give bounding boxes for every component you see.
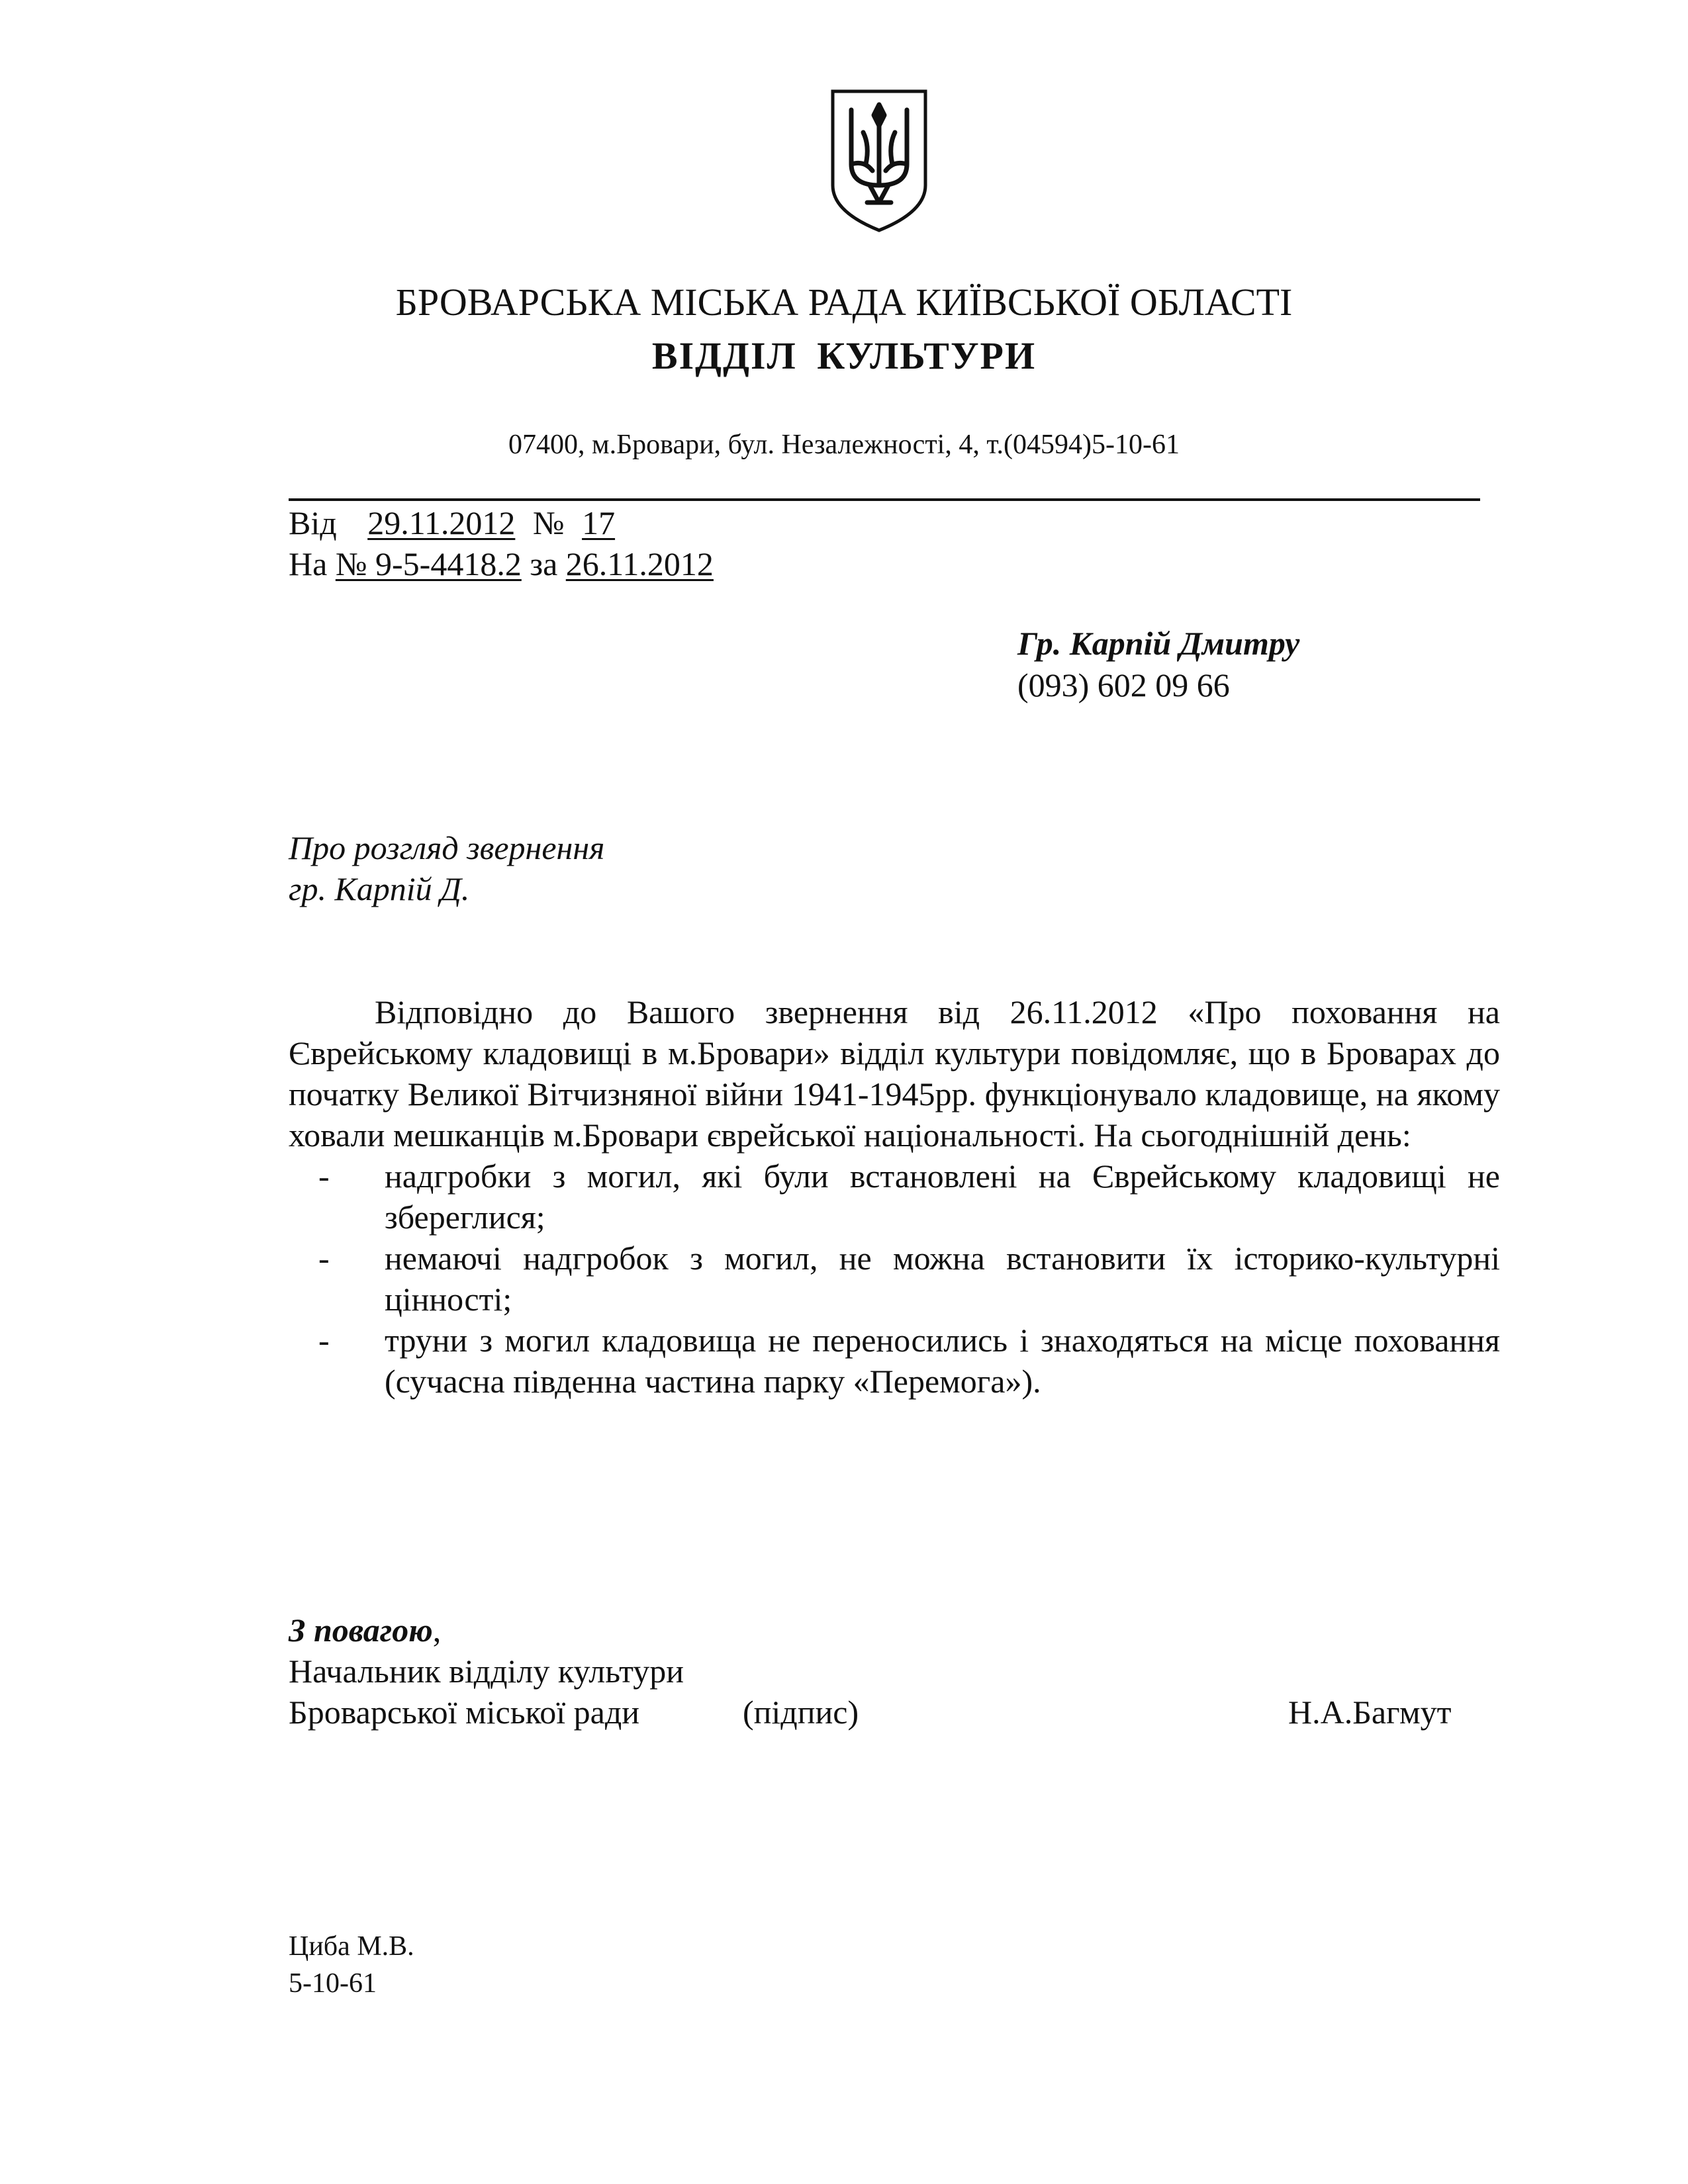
executor-name: Циба М.В. <box>289 1931 414 1962</box>
letter-body <box>289 991 1500 1402</box>
executor-phone: 5-10-61 <box>289 1968 377 1999</box>
address-line: 07400, м.Бровари, бул. Незалежності, 4, т.(04594)5-10-61 <box>508 430 1180 460</box>
signature-placeholder: (підпис) <box>743 1694 859 1731</box>
subject-line-2: гр. Карпій Д. <box>289 870 470 907</box>
signer-position-line-1: Начальник відділу культури <box>289 1653 684 1690</box>
council-title: БРОВАРСЬКА МІСЬКА РАДА КИЇВСЬКОЇ ОБЛАСТІ <box>395 281 1293 324</box>
body-paragraph: Відповідно до Вашого звернення від 26.11.2012 «Про поховання на Єврейському кладовищі в м.Бровари» відділ культури повідомляє, що в Броварах до початку Великої Вітчизняної війни 1941-1945рр. функціонувало кладовище, на якому ховали мешканців м.Бровари єврейської національності. На сьогоднішній день: <box>289 993 1500 1154</box>
list-item <box>318 1238 1500 1320</box>
recipient-phone: (093) 602 09 66 <box>1017 666 1230 704</box>
bullet-dash: - <box>318 1322 330 1359</box>
signer-name: Н.А.Багмут <box>1288 1694 1452 1731</box>
reply-date: 26.11.2012 <box>565 545 714 582</box>
signer-position-line-2: Броварської міської ради <box>289 1694 640 1731</box>
bullet-dash: - <box>318 1240 330 1277</box>
bullet-list <box>289 1156 1500 1402</box>
from-label: Від <box>289 504 337 541</box>
letter-number: 17 <box>582 504 616 541</box>
list-item <box>318 1320 1500 1402</box>
bullet-text: немаючі надгробок з могил, не можна встановити їх історико-культурні цінності; <box>385 1240 1500 1318</box>
reply-label: На <box>289 545 328 582</box>
outgoing-reference <box>289 503 615 543</box>
regards-comma: , <box>432 1612 442 1649</box>
regards-text: З повагою <box>289 1612 433 1649</box>
closing-regards <box>289 1610 441 1651</box>
subject-line-1: Про розгляд звернення <box>289 829 605 866</box>
number-sign: № <box>532 504 565 541</box>
bullet-dash: - <box>318 1158 330 1195</box>
bullet-text: труни з могил кладовища не переносились і знаходяться на місце поховання (сучасна південна частина парку «Перемога»). <box>385 1322 1500 1400</box>
trident-emblem-icon <box>826 86 932 235</box>
bullet-text: надгробки з могил, які були встановлені на Єврейському кладовищі не збереглися; <box>385 1158 1500 1236</box>
department-title: ВІДДІЛ КУЛЬТУРИ <box>651 334 1037 377</box>
reply-date-label: за <box>530 545 558 582</box>
recipient-name: Гр. Карпій Дмитру <box>1017 625 1300 662</box>
letter-date: 29.11.2012 <box>367 504 516 541</box>
reply-number: № 9-5-4418.2 <box>335 545 522 582</box>
list-item <box>318 1156 1500 1238</box>
incoming-reference <box>289 544 714 584</box>
header-divider <box>289 498 1480 501</box>
